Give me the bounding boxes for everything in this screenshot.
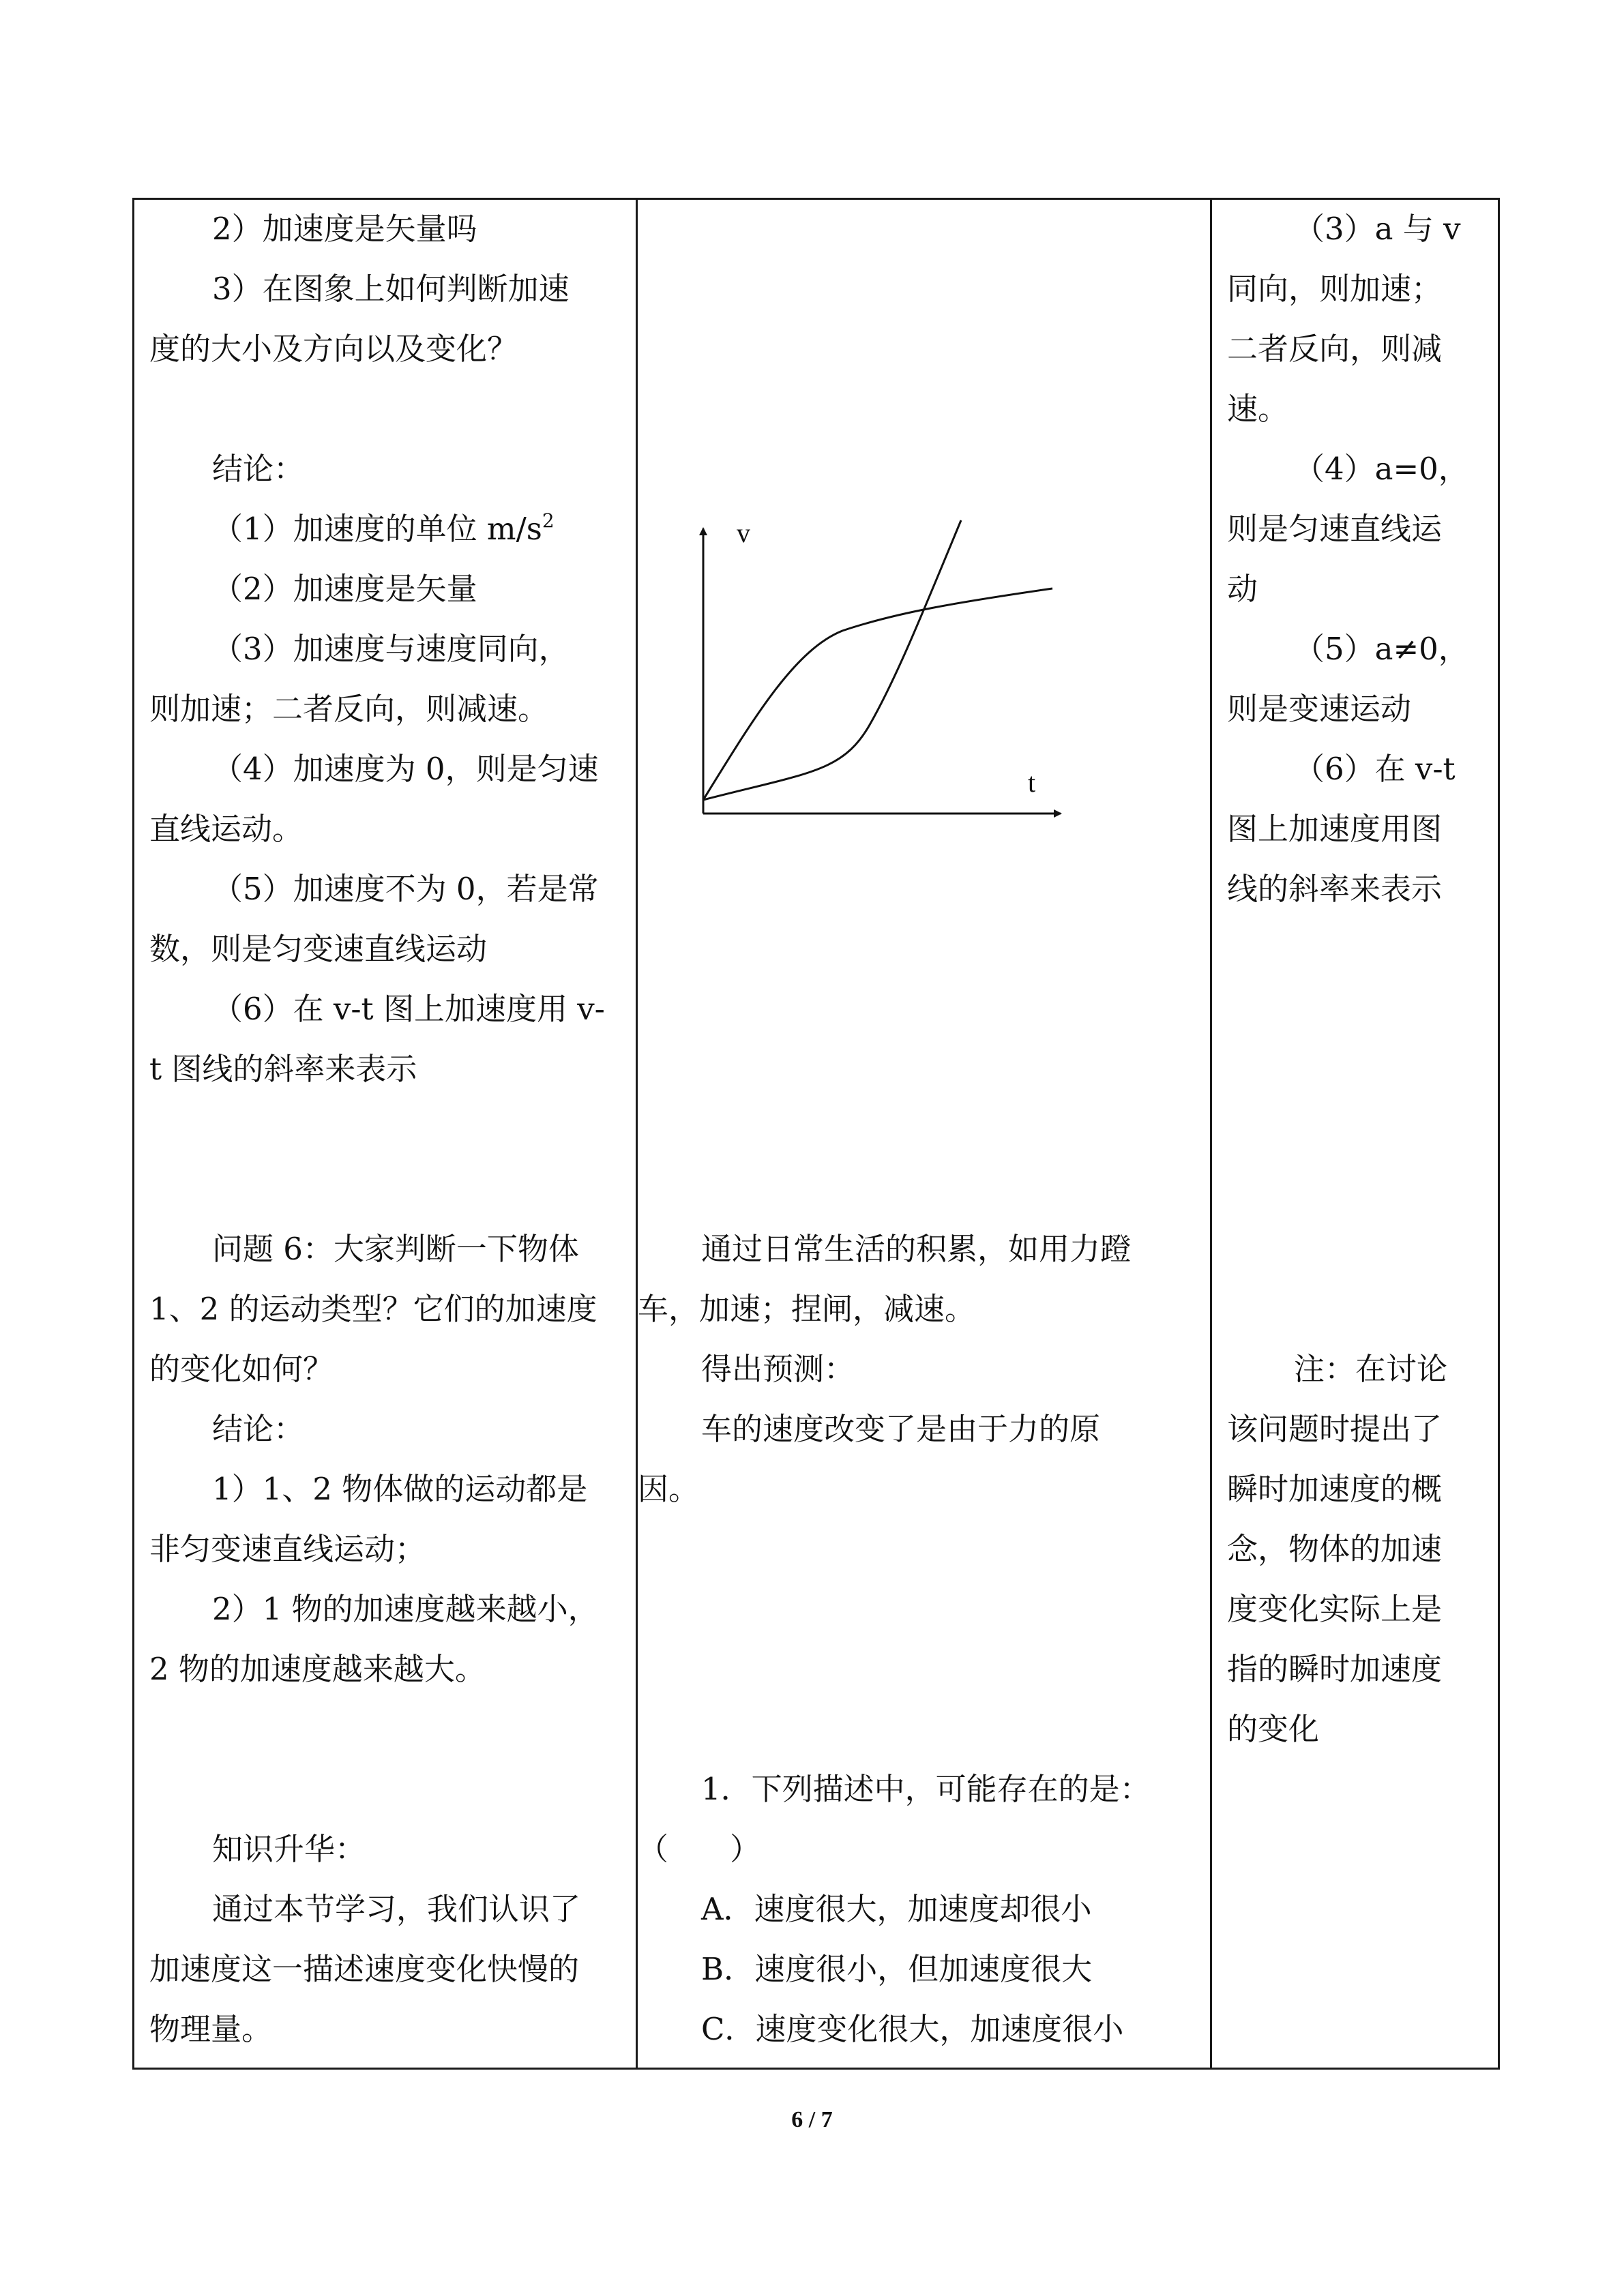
sublimation-title: 知识升华： [212, 1831, 366, 1867]
conclusion-3-line2: 则加速；二者反向，则减速。 [149, 691, 549, 727]
conclusion-3-line1: （3）加速度与速度同向， [212, 631, 570, 667]
question-3-line2: 度的大小及方向以及变化？ [149, 331, 518, 367]
remark-line6: 指的瞬时加速度 [1227, 1651, 1443, 1687]
middle-column [638, 200, 1210, 2068]
conclusion-5-line2: 数，则是匀变速直线运动 [149, 931, 488, 967]
option-a: A．速度很大，加速度却很小 [701, 1891, 1092, 1927]
remark-line2: 该问题时提出了 [1227, 1411, 1443, 1447]
conclusion-title: 结论： [212, 451, 305, 487]
sublimation-line3: 物理量。 [149, 2011, 273, 2047]
conclusion2-title: 结论： [212, 1411, 305, 1447]
remark-line4: 念，物体的加速 [1227, 1531, 1443, 1567]
daily-life-line1: 通过日常生活的积累，如用力蹬 [701, 1231, 1132, 1267]
conclusion-4-line2: 直线运动。 [149, 811, 304, 847]
note-6-line1: （6）在 v-t [1294, 751, 1456, 787]
note-6-line3: 线的斜率来表示 [1227, 871, 1443, 907]
conclusion-6-line1: （6）在 v-t 图上加速度用 v- [212, 991, 605, 1027]
page-number: 6 / 7 [791, 2107, 833, 2132]
question-6-line2: 1、2 的运动类型？它们的加速度 [149, 1291, 597, 1327]
result-2-line1: 2）1 物的加速度越来越小， [212, 1591, 599, 1627]
sublimation-line1: 通过本节学习，我们认识了 [212, 1891, 581, 1927]
curve-object-1 [703, 588, 1052, 800]
conclusion-4-line1: （4）加速度为 0，则是匀速 [212, 751, 599, 787]
option-b: B．速度很小，但加速度很大 [701, 1951, 1093, 1987]
question-3-line1: 3）在图象上如何判断加速 [212, 271, 570, 307]
daily-life-line2: 车，加速；捏闸，减速。 [638, 1291, 976, 1327]
note-5-line1: （5）a≠0， [1294, 631, 1469, 667]
question-6-line3: 的变化如何？ [149, 1351, 334, 1387]
left-column [134, 200, 636, 2068]
question-2: 2）加速度是矢量吗 [212, 211, 477, 247]
note-3-line4: 速。 [1227, 391, 1289, 427]
right-column [1212, 200, 1498, 2068]
note-4-line1: （4）a=0， [1294, 451, 1469, 487]
remark-line3: 瞬时加速度的概 [1227, 1471, 1443, 1507]
note-5-line2: 则是变速运动 [1227, 691, 1412, 727]
remark-line5: 度变化实际上是 [1227, 1591, 1443, 1627]
exercise-1-line1: 1．下列描述中，可能存在的是： [701, 1771, 1151, 1807]
result-1-line2: 非匀变速直线运动； [149, 1531, 426, 1567]
note-3-line3: 二者反向，则减 [1227, 331, 1443, 367]
lesson-table [132, 198, 1500, 2070]
prediction-title: 得出预测： [701, 1351, 855, 1387]
remark-line7: 的变化 [1227, 1711, 1320, 1747]
curve-object-2 [703, 520, 961, 800]
note-4-line2: 则是匀速直线运 [1227, 511, 1443, 547]
prediction-line1: 车的速度改变了是由于力的原 [701, 1411, 1101, 1447]
conclusion-2: （2）加速度是矢量 [212, 571, 477, 607]
conclusion-6-line2: t 图线的斜率来表示 [149, 1051, 417, 1087]
conclusion-5-line1: （5）加速度不为 0，若是常 [212, 871, 599, 907]
note-3-line1: （3）a 与 v [1294, 211, 1461, 247]
v-axis-label: v [737, 518, 750, 548]
result-1-line1: 1）1、2 物体做的运动都是 [212, 1471, 588, 1507]
question-6-line1: 问题 6：大家判断一下物体 [212, 1231, 579, 1267]
remark-line1: 注：在讨论 [1294, 1351, 1448, 1387]
note-6-line2: 图上加速度用图 [1227, 811, 1443, 847]
t-axis-label: t [1028, 767, 1036, 798]
exercise-1-line2: （ ） [638, 1831, 761, 1867]
prediction-line2: 因。 [638, 1471, 700, 1507]
vt-graph [638, 500, 1210, 854]
conclusion-1: （1）加速度的单位 $m/s^2$ [212, 509, 555, 547]
option-c: C．速度变化很大，加速度很小 [701, 2011, 1124, 2047]
result-2-line2: 2 物的加速度越来越大。 [149, 1651, 486, 1687]
note-3-line2: 同向，则加速； [1227, 271, 1443, 307]
note-4-line3: 动 [1227, 571, 1258, 607]
sublimation-line2: 加速度这一描述速度变化快慢的 [149, 1951, 580, 1987]
